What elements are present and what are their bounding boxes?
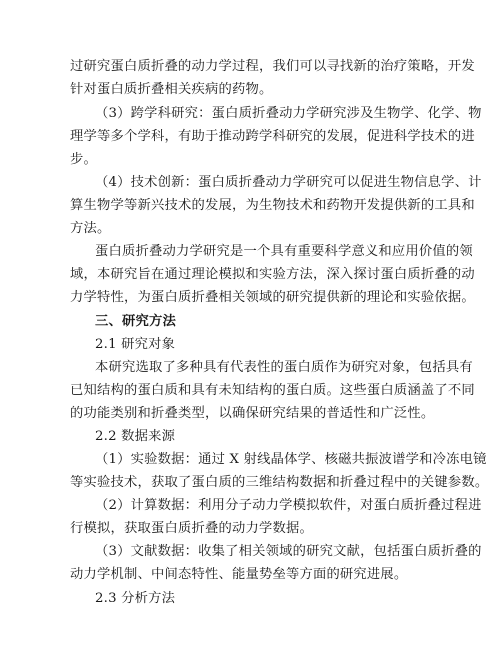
list-item-line: 行模拟，获取蛋白质折叠的动力学数据。 (70, 521, 313, 536)
paragraph-line: 过研究蛋白质折叠的动力学过程，我们可以寻找新的治疗策略，开发 (70, 59, 475, 74)
list-item-line: 方法。 (70, 221, 111, 236)
paragraph-line: 的功能类别和折叠类型，以确保研究结果的普适性和广泛性。 (70, 406, 435, 421)
paragraph-line: 蛋白质折叠动力学研究是一个具有重要科学意义和应用价值的领 (95, 244, 473, 259)
section-heading: 三、研究方法 (95, 314, 176, 329)
subsection-heading: 2.1 研究对象 (95, 337, 176, 352)
list-item-line: （4）技术创新：蛋白质折叠动力学研究可以促进生物信息学、计 (95, 175, 482, 190)
list-item-line: （2）计算数据：利用分子动力学模拟软件，对蛋白质折叠过程进 (95, 498, 482, 513)
list-item-line: 等实验技术，获取了蛋白质的三维结构数据和折叠过程中的关键参数。 (70, 475, 489, 490)
list-item-line: 步。 (70, 152, 97, 167)
list-item-line: （3）文献数据：收集了相关领域的研究文献，包括蛋白质折叠的 (95, 544, 482, 559)
list-item-line: 理学等多个学科，有助于推动跨学科研究的发展，促进科学技术的进 (70, 129, 475, 144)
list-item-line: 算生物学等新兴技术的发展，为生物技术和药物开发提供新的工具和 (70, 198, 475, 213)
list-item-line: （3）跨学科研究：蛋白质折叠动力学研究涉及生物学、化学、物 (95, 106, 482, 121)
paragraph-line: 力学特性，为蛋白质折叠相关领域的研究提供新的理论和实验依据。 (70, 290, 475, 305)
paragraph-line: 已知结构的蛋白质和具有未知结构的蛋白质。这些蛋白质涵盖了不同 (70, 383, 475, 398)
paragraph-line: 域，本研究旨在通过理论模拟和实验方法，深入探讨蛋白质折叠的动 (70, 267, 475, 282)
subsection-heading: 2.2 数据来源 (95, 429, 176, 444)
paragraph-line: 本研究选取了多种具有代表性的蛋白质作为研究对象，包括具有 (95, 360, 473, 375)
list-item-line: （1）实验数据：通过 X 射线晶体学、核磁共振波谱学和冷冻电镜 (95, 452, 487, 467)
list-item-line: 动力学机制、中间态特性、能量势垒等方面的研究进展。 (70, 567, 408, 582)
paragraph-line: 针对蛋白质折叠相关疾病的药物。 (70, 82, 273, 97)
subsection-heading: 2.3 分析方法 (95, 591, 176, 606)
